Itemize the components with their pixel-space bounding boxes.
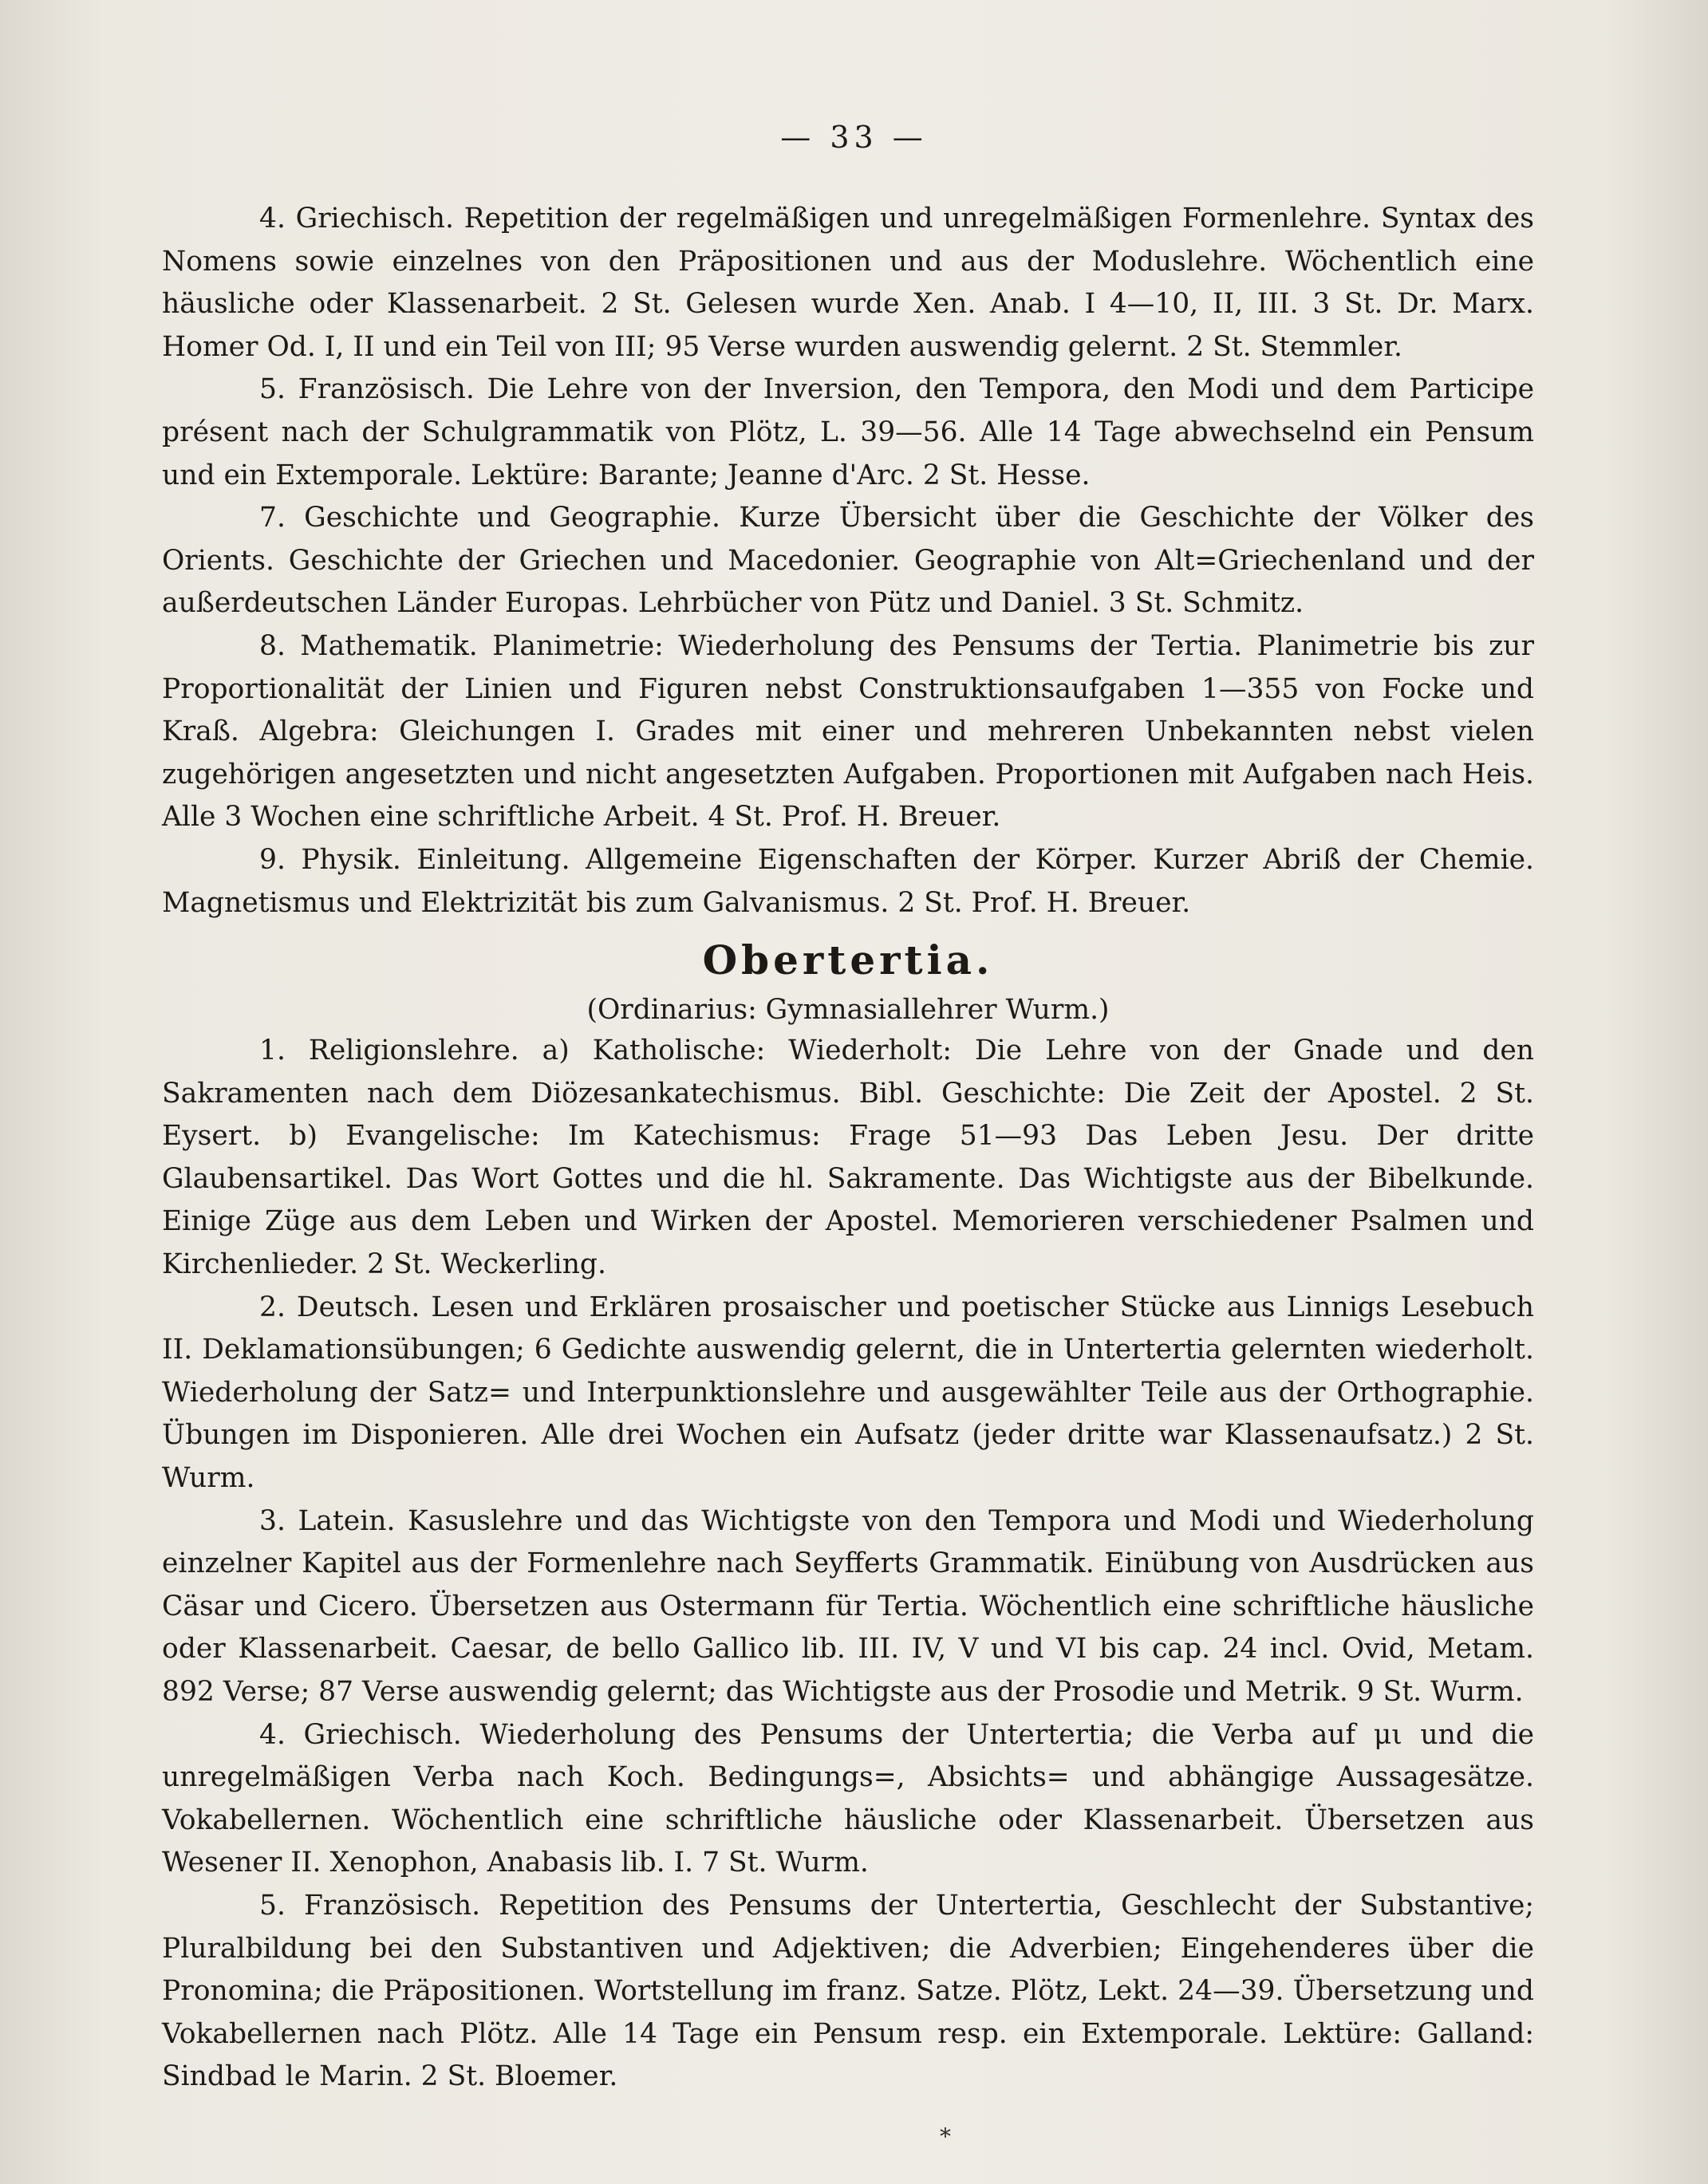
paragraph-latein: 3. Latein. Kasuslehre und das Wichtigste von den Tempora und Modi und Wiederholung einzelner Kapitel aus der Formenlehre nach Seyfferts Grammatik. Einübung von Ausdrücken aus Cäsar und Cicero. Übersetzen aus Ostermann für Tertia. Wöchentlich eine schriftliche häusliche oder Klassenarbeit. Caesar, de bello Gallico lib. III. IV, V und VI bis cap. 24 incl. Ovid, Metam. 892 Verse; 87 Verse auswendig gelernt; das Wichtigste aus der Prosodie und Metrik. 9 St. Wurm. — [162, 1504, 1534, 1708]
paragraph-franzoesisch-untertertia: 5. Französisch. Die Lehre von der Inversion, den Tempora, den Modi und dem Participe présent nach der Schulgrammatik von Plötz, L. 39—56. Alle 14 Tage abwechselnd ein Pensum und ein Extemporale. Lektüre: Barante; Jeanne d'Arc. 2 St. Hesse. — [162, 373, 1534, 491]
untertertia-section — [162, 198, 1534, 924]
paragraph-geschichte-geographie: 7. Geschichte und Geographie. Kurze Übersicht über die Geschichte der Völker des Orients. Geschichte der Griechen und Macedonier. Geographie von Alt=Griechenland und der außerdeutschen Länder Europas. Lehrbücher von Pütz und Daniel. 3 St. Schmitz. — [162, 502, 1534, 620]
page-number: — 33 — — [780, 120, 928, 155]
ordinarius-line: (Ordinarius: Gymnasiallehrer Wurm.) — [586, 994, 1110, 1027]
paragraph-mathematik: 8. Mathematik. Planimetrie: Wiederholung des Pensums der Tertia. Planimetrie bis zur Proportionalität der Linien und Figuren nebst Construktionsaufgaben 1—355 von Focke und Kraß. Algebra: Gleichungen I. Grades mit einer und mehreren Unbekannten nebst vielen zugehörigen angesetzten und nicht angesetzten Aufgaben. Proportionen mit Aufgaben nach Heis. Alle 3 Wochen eine schriftliche Arbeit. 4 St. Prof. H. Breuer. — [162, 629, 1534, 834]
obertertia-section — [162, 924, 1534, 2099]
paragraph-religionslehre: 1. Religionslehre. a) Katholische: Wiederholt: Die Lehre von der Gnade und den Sakramenten nach dem Diözesankatechismus. Bibl. Geschichte: Die Zeit der Apostel. 2 St. Eysert. b) Evangelische: Im Katechismus: Frage 51—93 Das Leben Jesu. Der dritte Glaubensartikel. Das Wort Gottes und die hl. Sakramente. Das Wichtigste aus der Bibelkunde. Einige Züge aus dem Leben und Wirken der Apostel. Memorieren verschiedener Psalmen und Kirchenlieder. 2 St. Weckerling. — [162, 1035, 1534, 1281]
paragraph-franzoesisch-obertertia: 5. Französisch. Repetition des Pensums der Untertertia, Geschlecht der Substantive; Pluralbildung bei den Substantiven und Adjektiven; die Adverbien; Eingehenderes über die Pronomina; die Präpositionen. Wortstellung im franz. Satze. Plötz, Lekt. 24—39. Übersetzung und Vokabellernen nach Plötz. Alle 14 Tage ein Pensum resp. ein Extemporale. Lektüre: Galland: Sindbad le Marin. 2 St. Bloemer. — [162, 1889, 1534, 2093]
paragraph-griechisch-obertertia: 4. Griechisch. Wiederholung des Pensums der Untertertia; die Verba auf μι und die unregelmäßigen Verba nach Koch. Bedingungs=, Absichts= und abhängige Aussagesätze. Vokabellernen. Wöchentlich eine schriftliche häusliche oder Klassenarbeit. Übersetzen aus Wesener II. Xenophon, Anabasis lib. I. 7 St. Wurm. — [162, 1718, 1534, 1879]
section-heading: Obertertia. — [702, 936, 994, 984]
paragraph-griechisch-untertertia: 4. Griechisch. Repetition der regelmäßigen und unregelmäßigen Formenlehre. Syntax des Nomens sowie einzelnes von den Präpositionen und aus der Moduslehre. Wöchentlich eine häusliche oder Klassenarbeit. 2 St. Gelesen wurde Xen. Anab. I 4—10, II, III. 3 St. Dr. Marx. Homer Od. I, II und ein Teil von III; 95 Verse wurden auswendig gelernt. 2 St. Stemmler. — [162, 203, 1534, 363]
text-column — [162, 198, 1534, 2099]
printer-mark: * — [940, 2123, 951, 2150]
paragraph-physik: 9. Physik. Einleitung. Allgemeine Eigenschaften der Körper. Kurzer Abriß der Chemie. Magnetismus und Elektrizität bis zum Galvanismus. 2 St. Prof. H. Breuer. — [162, 843, 1534, 919]
paragraph-deutsch: 2. Deutsch. Lesen und Erklären prosaischer und poetischer Stücke aus Linnigs Lesebuch II. Deklamationsübungen; 6 Gedichte auswendig gelernt, die in Untertertia gelernten wiederholt. Wiederholung der Satz= und Interpunktionslehre und ausgewählter Teile aus der Orthographie. Übungen im Disponieren. Alle drei Wochen ein Aufsatz (jeder dritte war Klassenaufsatz.) 2 St. Wurm. — [162, 1291, 1534, 1495]
